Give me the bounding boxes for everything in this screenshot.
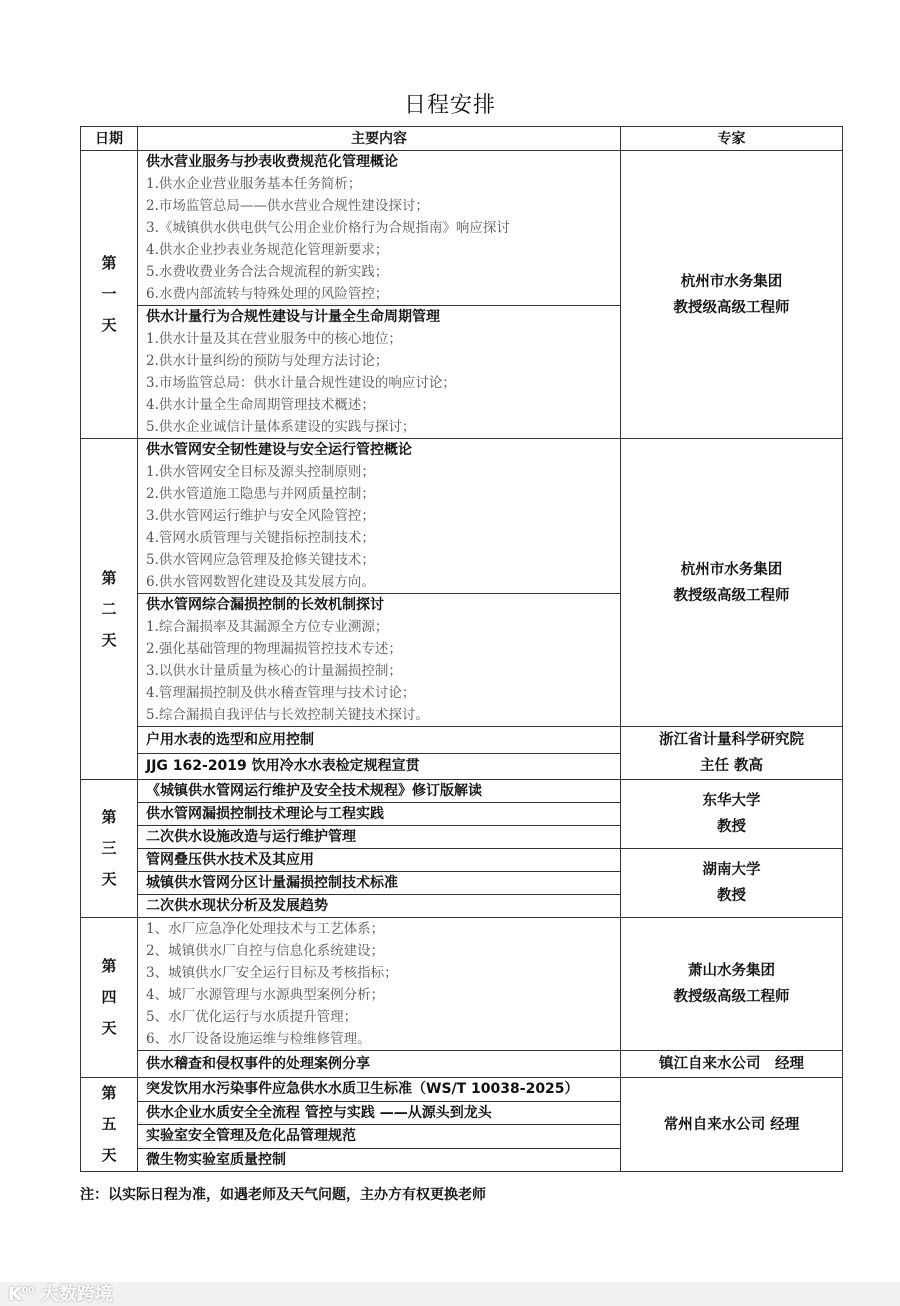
session-topic-item: 6.供水管网数智化建设及其发展方向。	[138, 571, 621, 594]
session-title: 供水计量行为合规性建设与计量全生命周期管理	[138, 306, 621, 329]
session-topic-item: 1.综合漏损率及其漏源全方位专业溯源；	[138, 616, 621, 638]
session-title: 实验室安全管理及危化品管理规范	[138, 1125, 621, 1149]
watermark-text: 大数跨境	[40, 1284, 113, 1305]
day-cell	[81, 151, 138, 439]
session-topic-item: 6、水厂设备设施运维与检维修管理。	[138, 1028, 621, 1051]
session-title: 突发饮用水污染事件应急供水水质卫生标准（WS/T 10038-2025）	[138, 1078, 621, 1102]
session-topic-item: 1.供水管网安全目标及源头控制原则；	[138, 461, 621, 483]
session-topic-item: 3、城镇供水厂安全运行目标及考核指标；	[138, 962, 621, 984]
table-row	[81, 849, 843, 872]
session-topic-item: 5.供水管网应急管理及抢修关键技术；	[138, 549, 621, 571]
session-title: 供水管网漏损控制技术理论与工程实践	[138, 803, 621, 826]
day-cell	[81, 780, 138, 918]
footnote: 注：以实际日程为准，如遇老师及天气问题，主办方有权更换老师	[80, 1187, 486, 1203]
expert-line: 萧山水务集团	[688, 963, 775, 979]
expert-cell	[621, 849, 843, 918]
expert-cell	[621, 918, 843, 1051]
table-row	[81, 439, 843, 462]
session-title: 管网叠压供水技术及其应用	[138, 849, 621, 872]
expert-line: 教授级高级工程师	[673, 299, 790, 316]
footer-bar	[0, 1282, 900, 1306]
session-topic-item: 2.供水计量纠纷的预防与处理方法讨论；	[138, 350, 621, 372]
day-cell	[81, 918, 138, 1078]
expert-line: 镇江自来水公司 经理	[659, 1056, 804, 1072]
session-topic-item: 5、水厂优化运行与水质提升管理；	[138, 1006, 621, 1028]
session-topic-item: 2.供水管道施工隐患与并网质量控制；	[138, 483, 621, 505]
day-label: 第二天	[101, 568, 117, 649]
expert-line: 东华大学	[702, 793, 761, 809]
session-title: 供水企业水质安全全流程 管控与实践 ——从源头到龙头	[138, 1101, 621, 1125]
expert-line: 教授	[717, 819, 746, 835]
header-expert: 专家	[621, 127, 843, 151]
session-topic-item: 3.供水管网运行维护与安全风险管控；	[138, 505, 621, 527]
expert-cell	[621, 151, 843, 439]
expert-line: 教授级高级工程师	[673, 989, 790, 1005]
table-row	[81, 780, 843, 803]
expert-line: 杭州市水务集团	[680, 561, 783, 578]
expert-line: 湖南大学	[702, 862, 761, 878]
expert-cell	[621, 1051, 843, 1078]
header-content: 主要内容	[138, 127, 621, 151]
session-title: 供水管网安全韧性建设与安全运行管控概论	[138, 439, 621, 462]
day-label: 第五天	[101, 1084, 117, 1164]
session-title: 微生物实验室质量控制	[138, 1148, 621, 1172]
session-topic-item: 2.强化基础管理的物理漏损管控技术专述；	[138, 638, 621, 660]
table-row	[81, 1078, 843, 1102]
session-topic-item: 1.供水计量及其在营业服务中的核心地位；	[138, 328, 621, 350]
day-cell	[81, 439, 138, 780]
session-topic-item: 3.《城镇供水供电供气公用企业价格行为合规指南》响应探讨	[138, 217, 621, 239]
session-topic-item: 1.供水企业营业服务基本任务简析；	[138, 173, 621, 195]
session-topic-item: 2、城镇供水厂自控与信息化系统建设；	[138, 940, 621, 962]
table-row	[81, 151, 843, 174]
session-title: 供水营业服务与抄表收费规范化管理概论	[138, 151, 621, 174]
session-topic-item: 5.供水企业诚信计量体系建设的实践与探讨；	[138, 416, 621, 439]
expert-line: 浙江省计量科学研究院	[659, 732, 804, 748]
expert-cell	[621, 727, 843, 780]
expert-cell	[621, 1078, 843, 1172]
page-title: 日程安排	[403, 93, 496, 118]
expert-line: 常州自来水公司 经理	[663, 1116, 800, 1133]
table-row	[81, 1051, 843, 1078]
day-label: 第三天	[101, 808, 117, 888]
session-topic-item: 2.市场监管总局——供水营业合规性建设探讨；	[138, 195, 621, 217]
expert-line: 杭州市水务集团	[680, 273, 783, 290]
watermark-logo: $K^{00}$ 大数跨境	[8, 1284, 113, 1305]
session-title: 城镇供水管网分区计量漏损控制技术标准	[138, 872, 621, 895]
session-title: 二次供水现状分析及发展趋势	[138, 895, 621, 918]
session-topic-item: 3.市场监管总局：供水计量合规性建设的响应讨论；	[138, 372, 621, 394]
day-label: 第四天	[101, 957, 117, 1037]
session-topic-item: 3.以供水计量质量为核心的计量漏损控制；	[138, 660, 621, 682]
expert-line: 教授	[717, 888, 746, 904]
session-title: 供水管网综合漏损控制的长效机制探讨	[138, 594, 621, 617]
header-date: 日期	[81, 127, 138, 151]
expert-line: 主任 教高	[699, 758, 764, 774]
session-topic-item: 4.管网水质管理与关键指标控制技术；	[138, 527, 621, 549]
session-topic-item: 4.供水企业抄表业务规范化管理新要求；	[138, 239, 621, 261]
session-title: 供水稽查和侵权事件的处理案例分享	[138, 1051, 621, 1078]
expert-line: 教授级高级工程师	[673, 587, 790, 604]
session-topic-item: 5.综合漏损自我评估与长效控制关键技术探讨。	[138, 704, 621, 727]
schedule-body	[81, 151, 843, 1172]
session-topic-item: 6.水费内部流转与特殊处理的风险管控；	[138, 283, 621, 306]
session-title: 《城镇供水管网运行维护及安全技术规程》修订版解读	[138, 780, 621, 803]
day-cell	[81, 1078, 138, 1172]
session-title: JJG 162-2019 饮用冷水水表检定规程宣贯	[138, 753, 621, 780]
table-row	[81, 727, 843, 754]
schedule-table	[80, 126, 843, 1172]
table-header-row	[81, 127, 843, 151]
session-topic-item: 4.管理漏损控制及供水稽查管理与技术讨论；	[138, 682, 621, 704]
session-topic-item: 4、城厂水源管理与水源典型案例分析；	[138, 984, 621, 1006]
expert-cell	[621, 780, 843, 849]
table-row	[81, 918, 843, 941]
session-title: 户用水表的选型和应用控制	[138, 727, 621, 754]
expert-cell	[621, 439, 843, 727]
session-topic-item: 4.供水计量全生命周期管理技术概述；	[138, 394, 621, 416]
session-topic-item: 1、水厂应急净化处理技术与工艺体系；	[138, 918, 621, 941]
session-topic-item: 5.水费收费业务合法合规流程的新实践；	[138, 261, 621, 283]
day-label: 第一天	[101, 254, 117, 334]
session-title: 二次供水设施改造与运行维护管理	[138, 826, 621, 849]
